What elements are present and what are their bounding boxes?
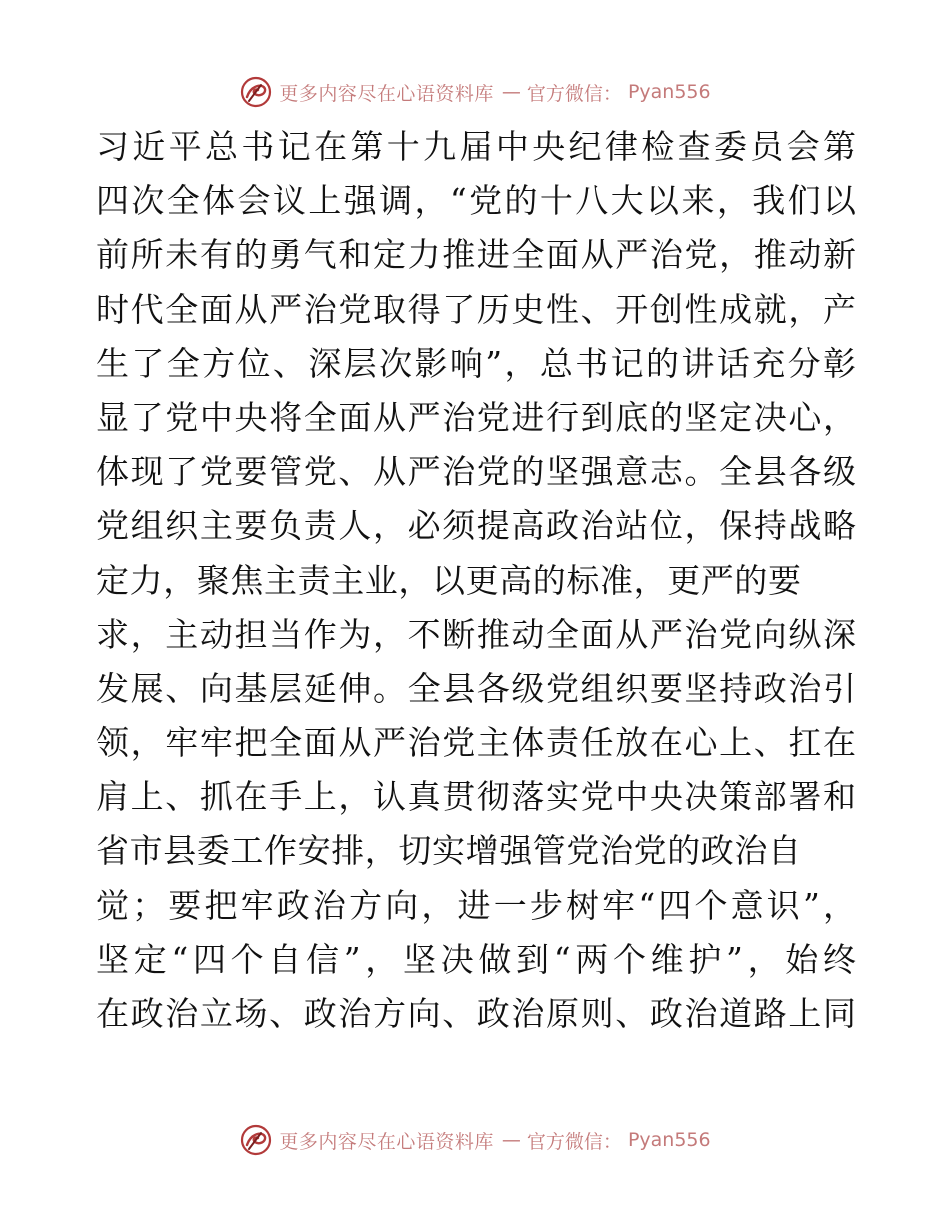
banner-account-id: Pyan556 [627,1129,711,1151]
text-line: 体现了党要管党、从严治党的坚强意志。全县各级 [96,452,856,492]
text-line: 省市县委工作安排，切实增强管党治党的政治自 [96,831,802,871]
text-line: 坚定“四个自信”，坚决做到“两个维护”，始终 [96,939,856,979]
banner-account-label: 官方微信： [526,82,622,105]
text-line: 生了全方位、深层次影响”，总书记的讲话充分彰 [96,343,856,383]
banner-account-label: 官方微信： [526,1130,622,1153]
red-swirl-logo-icon [239,1123,273,1157]
banner-account-id: Pyan556 [627,81,711,103]
text-line: 四次全体会议上强调，“党的十八大以来，我们以 [96,181,856,221]
banner-separator: — [501,81,521,103]
text-line: 肩上、抓在手上，认真贯彻落实党中央决策部署和 [96,777,856,817]
text-line: 前所未有的勇气和定力推进全面从严治党，推动新 [96,235,856,275]
text-line: 党组织主要负责人，必须提高政治站位，保持战略 [96,506,856,546]
text-line: 习近平总书记在第十九届中央纪律检查委员会第 [96,127,856,166]
header-banner [0,72,950,112]
document-body [96,120,856,1041]
text-line: 发展、向基层延伸。全县各级党组织要坚持政治引 [96,668,856,708]
banner-text: 更多内容尽在心语资料库 [279,82,494,105]
text-line: 觉；要把牢政治方向，进一步树牢“四个意识”， [96,885,856,925]
text-line: 定力，聚焦主责主业，以更高的标准，更严的要 [96,560,802,600]
text-line: 在政治立场、政治方向、政治原则、政治道路上同 [96,994,856,1033]
banner-separator: — [501,1129,521,1151]
footer-banner [0,1120,950,1160]
banner-text: 更多内容尽在心语资料库 [279,1130,494,1153]
text-line: 领，牢牢把全面从严治党主体责任放在心上、扛在 [96,723,856,763]
text-line: 显了党中央将全面从严治党进行到底的坚定决心， [96,397,856,437]
text-line: 求，主动担当作为，不断推动全面从严治党向纵深 [96,614,856,654]
red-swirl-logo-icon [239,75,273,109]
text-line: 时代全面从严治党取得了历史性、开创性成就，产 [96,289,856,329]
